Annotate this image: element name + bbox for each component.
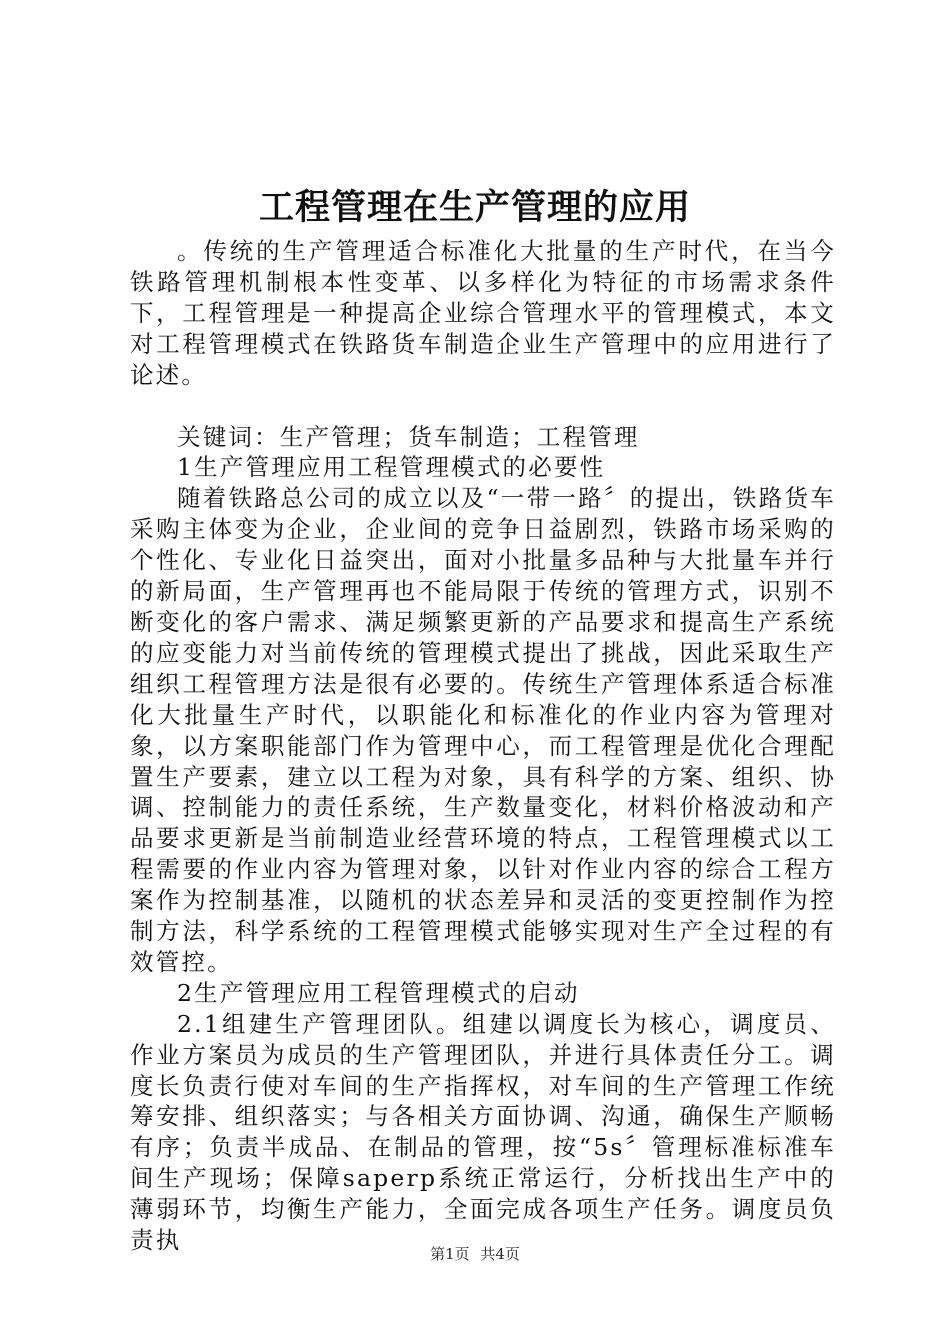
document-title: 工程管理在生产管理的应用 <box>258 188 691 228</box>
page-number: 第1页 <box>430 1245 470 1263</box>
document-body <box>130 236 836 1256</box>
keywords-line: 关键词：生产管理；货车制造；工程管理 <box>177 422 640 451</box>
section-heading-2: 2生产管理应用工程管理模式的启动 <box>177 978 580 1007</box>
body-paragraph: 随着铁路总公司的成立以及“一带一路〞的提出，铁路货车采购主体变为企业，企业间的竞争日益剧烈，铁路市场采购的个性化、专业化日益突出，面对小批量多品种与大批量车并行的新局面，生产管理再也不能局限于传统的管理方式，识别不断变化的客户需求、满足频繁更新的产品要求和提高生产系统的应变能力对当前传统的管理模式提出了挑战，因此采取生产组织工程管理方法是很有必要的。传统生产管理体系适合标准化大批量生产时代，以职能化和标准化的作业内容为管理对象，以方案职能部门作为管理中心，而工程管理是优化合理配置生产要素，建立以工程为对象，具有科学的方案、组织、协调、控制能力的责任系统，生产数量变化，材料价格波动和产品要求更新是当前制造业经营环境的特点，工程管理模式以工程需要的作业内容为管理对象，以针对作业内容的综合工程方案作为控制基准，以随机的状态差异和灵活的变更控制作为控制方法，科学系统的工程管理模式能够实现对生产全过程的有效管控。 <box>130 484 836 976</box>
section-heading-1: 1生产管理应用工程管理模式的必要性 <box>177 453 606 482</box>
total-pages: 共4页 <box>480 1245 520 1263</box>
body-paragraph: 2.1组建生产管理团队。组建以调度长为核心，调度员、作业方案员为成员的生产管理团队，并进行具体责任分工。调度长负责行使对车间的生产指挥权，对车间的生产管理工作统筹安排、组织落实；与各相关方面协调、沟通，确保生产顺畅有序；负责半成品、在制品的管理，按“5s〞管理标准标准车间生产现场；保障saperp系统正常运行，分析找出生产中的薄弱环节，均衡生产能力，全面完成各项生产任务。调度员负责执 <box>130 1009 836 1255</box>
page-footer <box>0 1244 950 1264</box>
abstract-paragraph: 。传统的生产管理适合标准化大批量的生产时代，在当今铁路管理机制根本性变革、以多样化为特征的市场需求条件下，工程管理是一种提高企业综合管理水平的管理模式，本文对工程管理模式在铁路货车制造企业生产管理中的应用进行了论述。 <box>130 237 836 389</box>
